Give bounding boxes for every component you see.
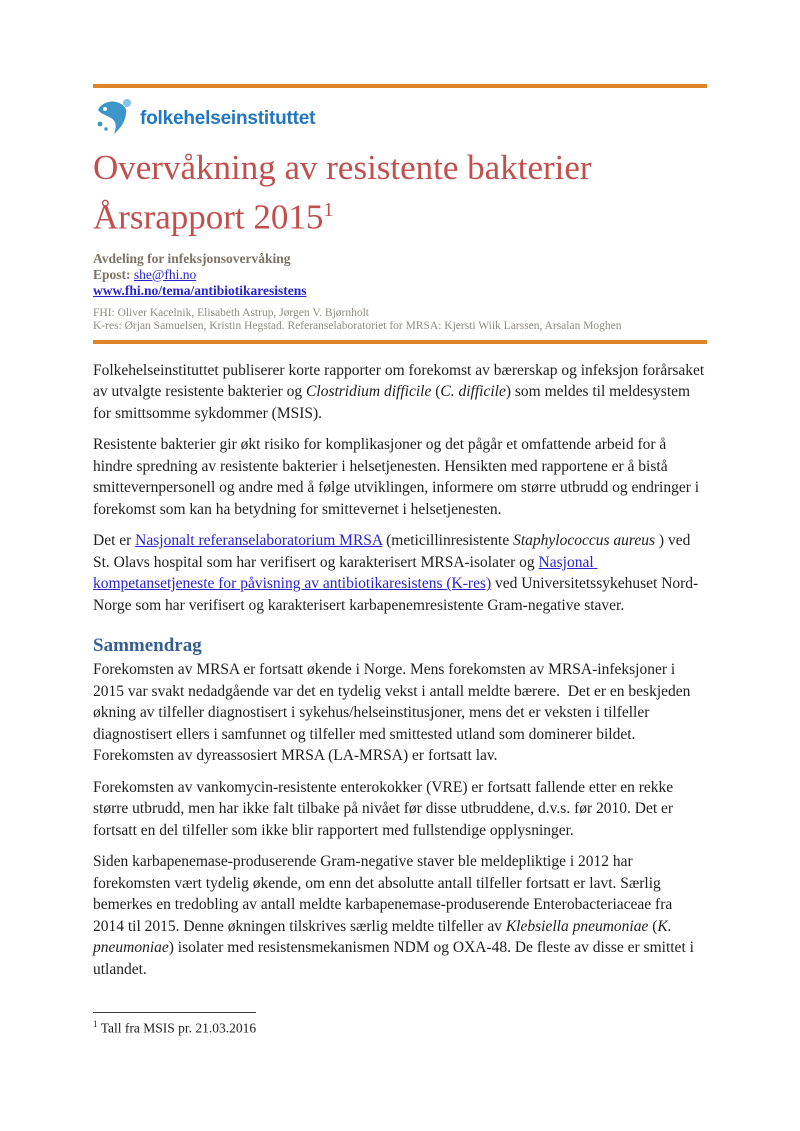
department-label: Avdeling for infeksjonsovervåking — [93, 250, 291, 266]
text-run: ) isolater med resistensmekanismen NDM og OXA-48. De fleste av disse er smittet i utlandet. — [93, 939, 698, 978]
summary-paragraph-1 — [93, 659, 707, 767]
italic-text-run: Clostridium difficile — [306, 383, 432, 401]
intro-paragraph-2 — [93, 434, 707, 520]
credits-fhi: FHI: Oliver Kacelnik, Elisabeth Astrup, Jørgen V. Bjørnholt — [93, 306, 369, 319]
text-run: Det er — [93, 532, 136, 550]
text-run: Folkehelseinstituttet publiserer korte rapporter om forekomst av bærerskap og infeksjon forårsaket av utvalgte resistente bakterier og — [93, 361, 709, 401]
footnote-text: Tall fra MSIS pr. 21.03.2016 — [100, 1020, 257, 1036]
email-line — [93, 267, 707, 284]
title-line-1: Overvåkning av resistente bakterier — [93, 148, 592, 187]
email-link[interactable]: she@fhi.no — [133, 266, 197, 282]
text-run: ) ved St. Olavs hospital som har verifisert og karakterisert MRSA-isolater og — [93, 532, 695, 571]
italic-text-run: Staphylococcus aureus — [513, 532, 656, 550]
text-run: ) som meldes til meldesystem for smittsomme sykdommer (MSIS). — [93, 383, 694, 422]
text-run: (meticillinresistente — [382, 532, 514, 550]
report-page — [93, 0, 707, 990]
italic-text-run: C. difficile — [440, 383, 506, 401]
website-link[interactable]: www.fhi.no/tema/antibiotikaresistens — [93, 283, 307, 299]
fhi-logo-text: folkehelseinstituttet — [140, 108, 316, 129]
credits-block — [93, 307, 707, 334]
text-run: Resistente bakterier gir økt risiko for komplikasjoner og det pågår et omfattende arbeid for å hindre spredning av resistente bakterier i helsetjenesten. Hensikten med rapportene er å bistå smittevernpersonell og andre med å følge utviklingen, informere om større utbrudd og endringer i forekomst som kan ha betydning for smittevernet i helsetjenesten. — [93, 436, 703, 518]
summary-paragraph-2 — [93, 777, 707, 842]
title-line-2: Årsrapport 2015 — [93, 197, 324, 237]
website-line — [93, 283, 707, 300]
italic-text-run: K. pneumoniae — [93, 917, 676, 957]
italic-text-run: Klebsiella pneumoniae — [505, 917, 649, 935]
footnote-separator — [93, 1012, 256, 1013]
text-run: ved Universitetssykehuset Nord-Norge som har verifisert og karakterisert karbapenemresistente Gram-negative staver. — [93, 575, 699, 614]
text-run: ( — [431, 383, 441, 401]
text-run: Forekomsten av vankomycin-resistente enterokokker (VRE) er fortsatt fallende etter en rekke større utbrudd, men har ikke falt tilbake på nivået før disse utbruddene, d.v.s. før 2010. Det er fortsatt en del tilfeller som ikke blir rapportert med fullstendige opplysninger. — [93, 778, 678, 839]
credits-kres: K-res: Ørjan Samuelsen, Kristin Hegstad. Referanselaboratoriet for MRSA: Kjersti Wiik Larssen, Arsalan Moghen — [93, 320, 622, 333]
title-footnote-ref: 1 — [323, 199, 334, 221]
text-run: Forekomsten av MRSA er fortsatt økende i Norge. Mens forekomsten av MRSA-infeksjoner i 2015 var svakt nedadgående var det en tydelig vekst i antall meldte bærere. Det er en beskjeden økning av tilfeller diagnostisert i sykehus/helseinstitusjoner, mens det er veksten i tilfeller diagnostisert ellers i samfunnet og tilfeller med smittested utland som dominerer bildet. Forekomsten av dyreassosiert MRSA (LA-MRSA) er fortsatt lav. — [93, 661, 695, 765]
text-run: ( — [648, 917, 658, 935]
document-title — [93, 146, 707, 239]
intro-paragraph-1 — [93, 360, 707, 425]
text-run: Siden karbapenemase-produserende Gram-negative staver ble meldepliktige i 2012 har forekomsten vært tydelig økende, om enn det absolutte antall tilfeller fortsatt er lavt. Særlig bemerkes en tredobling av antall meldte karbapenemase-produserende Enterobacteriaceae fra 2014 til 2015. Denne økningen tilskrives særlig meldte tilfeller av — [93, 853, 677, 935]
fhi-logo — [93, 99, 707, 139]
divider-accent-bar — [93, 340, 707, 344]
summary-paragraph-3 — [93, 851, 707, 980]
summary-heading: Sammendrag — [93, 635, 202, 657]
inline-link[interactable]: Nasjonal kompetansetjeneste for påvisning av antibiotikaresistens (K-res) — [93, 553, 598, 593]
intro-paragraph-3 — [93, 530, 707, 616]
header-accent-bar — [93, 84, 707, 88]
fhi-swoosh-figure-icon — [93, 97, 133, 142]
footnote-text-line — [93, 1020, 707, 1037]
footnote-block — [93, 1012, 707, 1037]
footnote-ref: 1 — [93, 1020, 98, 1030]
email-label: Epost: — [93, 266, 131, 282]
inline-link[interactable]: Nasjonalt referanselaboratorium MRSA — [135, 532, 383, 550]
